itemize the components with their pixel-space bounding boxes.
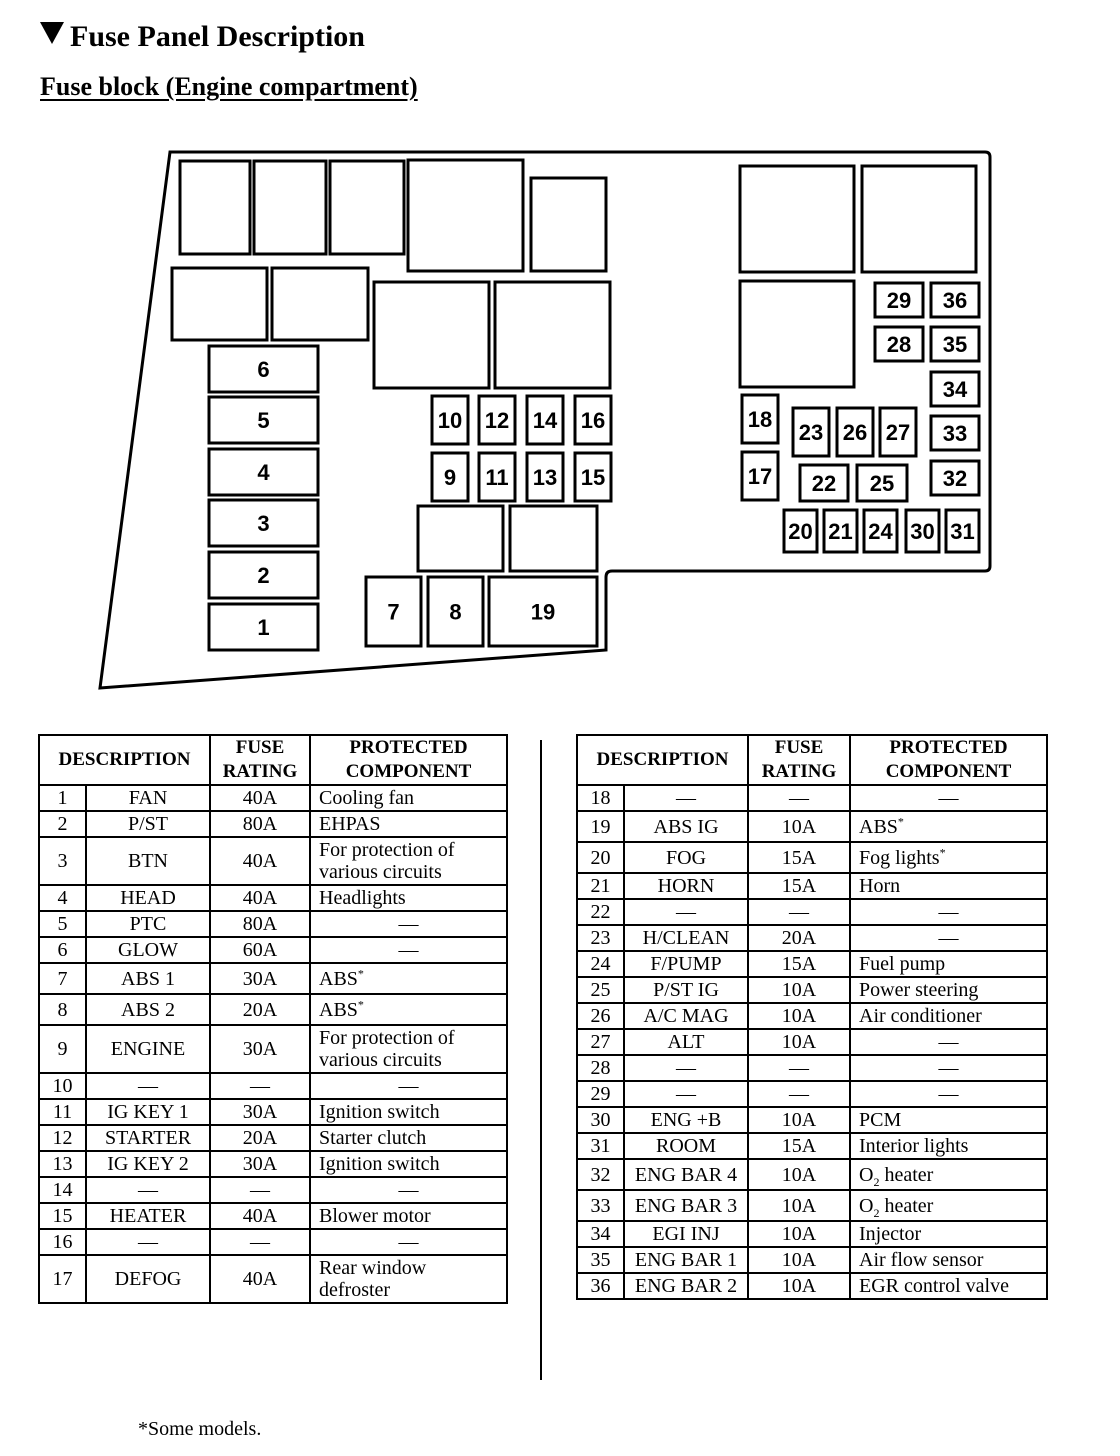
table-row (577, 1221, 1047, 1247)
protected-component: Air flow sensor (850, 1247, 1047, 1273)
table-row (577, 1081, 1047, 1107)
fuse-slot-26 (837, 408, 873, 456)
fuse-rating: 40A (210, 785, 310, 811)
protected-component: Fog lights* (850, 842, 1047, 873)
fuse-rating: 80A (210, 811, 310, 837)
fuse-number: 4 (39, 885, 86, 911)
fuse-number: 2 (39, 811, 86, 837)
table-row (577, 951, 1047, 977)
fuse-description: ENG BAR 2 (624, 1273, 748, 1299)
fuse-number: 11 (39, 1099, 86, 1125)
protected-component: Interior lights (850, 1133, 1047, 1159)
fuse-rating: 40A (210, 1203, 310, 1229)
fuse-rating: 20A (210, 1125, 310, 1151)
table-row (39, 1255, 507, 1303)
fuse-rating: 30A (210, 1099, 310, 1125)
fuse-description: PTC (86, 911, 210, 937)
protected-component: ABS* (310, 963, 507, 994)
protected-component: ABS* (850, 811, 1047, 842)
fuse-slot-label: 6 (257, 357, 270, 382)
protected-component: Horn (850, 873, 1047, 899)
fuse-number: 7 (39, 963, 86, 994)
relay-slot (531, 178, 606, 271)
fuse-description: ROOM (624, 1133, 748, 1159)
fuse-number: 34 (577, 1221, 624, 1247)
fuse-slot-label: 14 (532, 408, 558, 433)
header-description: DESCRIPTION (577, 735, 748, 785)
fuse-rating: 20A (210, 994, 310, 1025)
fuse-slot-7 (366, 577, 421, 646)
table-row (577, 977, 1047, 1003)
protected-component: For protection of various circuits (310, 837, 507, 885)
fuse-slot-6 (209, 346, 318, 392)
protected-component: Blower motor (310, 1203, 507, 1229)
fuse-slot-label: 12 (484, 408, 510, 433)
fuse-rating: — (748, 1055, 850, 1081)
fuse-description: STARTER (86, 1125, 210, 1151)
table-row (39, 1177, 507, 1203)
fuse-description: ENG +B (624, 1107, 748, 1133)
fuse-slot-32 (931, 461, 979, 495)
fuse-slot-14 (527, 396, 563, 444)
fuse-rating: 60A (210, 937, 310, 963)
protected-component: — (310, 911, 507, 937)
fuse-rating: 15A (748, 951, 850, 977)
fuse-description: IG KEY 2 (86, 1151, 210, 1177)
fuse-number: 6 (39, 937, 86, 963)
table-row (577, 1133, 1047, 1159)
table-row (39, 1025, 507, 1073)
fuse-rating: 80A (210, 911, 310, 937)
fuse-table-right (576, 734, 1048, 1300)
fuse-number: 18 (577, 785, 624, 811)
relay-slot (330, 161, 404, 254)
fuse-rating: 10A (748, 1107, 850, 1133)
fuse-description: H/CLEAN (624, 925, 748, 951)
protected-component: — (310, 1177, 507, 1203)
relay-slot (510, 506, 597, 571)
fuse-slot-label: 34 (942, 377, 968, 402)
fuse-description: — (86, 1229, 210, 1255)
fuse-number: 30 (577, 1107, 624, 1133)
fuse-slot-13 (527, 453, 563, 501)
fuse-description: ENG BAR 1 (624, 1247, 748, 1273)
protected-component: — (310, 1073, 507, 1099)
relay-slot (180, 161, 250, 254)
fuse-rating: 30A (210, 963, 310, 994)
fuse-number: 9 (39, 1025, 86, 1073)
fuse-rating: 15A (748, 873, 850, 899)
fuse-rating: — (210, 1177, 310, 1203)
table-row (39, 811, 507, 837)
fuse-slot-20 (784, 510, 817, 552)
fuse-number: 21 (577, 873, 624, 899)
table-row (577, 873, 1047, 899)
fuse-number: 32 (577, 1159, 624, 1190)
fuse-slot-21 (824, 510, 857, 552)
fuse-number: 24 (577, 951, 624, 977)
relay-slot (374, 282, 489, 388)
table-row (577, 1029, 1047, 1055)
fuse-slot-4 (209, 449, 318, 495)
fuse-number: 17 (39, 1255, 86, 1303)
protected-component: — (850, 785, 1047, 811)
relay-slot (172, 268, 267, 340)
protected-component: — (310, 1229, 507, 1255)
fuse-number: 35 (577, 1247, 624, 1273)
fuse-number: 1 (39, 785, 86, 811)
fuse-slot-label: 7 (387, 599, 400, 625)
fuse-rating: 30A (210, 1151, 310, 1177)
fuse-slot-23 (793, 408, 829, 456)
protected-component: Rear window defroster (310, 1255, 507, 1303)
fuse-description: — (86, 1073, 210, 1099)
table-row (577, 785, 1047, 811)
fuse-rating: 10A (748, 1221, 850, 1247)
fuse-description: P/ST IG (624, 977, 748, 1003)
fuse-number: 8 (39, 994, 86, 1025)
fuse-rating: 30A (210, 1025, 310, 1073)
fuse-number: 10 (39, 1073, 86, 1099)
fuse-slot-label: 31 (950, 519, 975, 544)
fuse-slot-label: 1 (257, 615, 270, 640)
fuse-table-left (38, 734, 508, 1304)
section-subtitle: Fuse block (Engine compartment) (40, 72, 418, 101)
fuse-number: 15 (39, 1203, 86, 1229)
fuse-description: ALT (624, 1029, 748, 1055)
fuse-rating: 15A (748, 842, 850, 873)
table-row (39, 785, 507, 811)
fuse-slot-label: 35 (942, 332, 968, 357)
fuse-slot-label: 17 (747, 464, 773, 489)
fuse-description: FAN (86, 785, 210, 811)
protected-component: Power steering (850, 977, 1047, 1003)
fuse-slot-25 (857, 465, 907, 501)
protected-component: — (850, 1081, 1047, 1107)
fuse-rating: 10A (748, 1029, 850, 1055)
fuse-description: GLOW (86, 937, 210, 963)
fuse-slot-label: 26 (842, 420, 868, 445)
fuse-slot-label: 24 (868, 519, 893, 544)
protected-component: ABS* (310, 994, 507, 1025)
fuse-rating: 10A (748, 1273, 850, 1299)
header-protected-component: PROTECTED COMPONENT (310, 735, 507, 785)
fuse-slot-35 (931, 327, 979, 361)
fuse-slot-5 (209, 397, 318, 443)
fuse-slot-label: 10 (437, 408, 463, 433)
fuse-slot-label: 13 (532, 465, 558, 490)
table-row (39, 911, 507, 937)
fuse-number: 33 (577, 1190, 624, 1221)
fuse-description: ENG BAR 4 (624, 1159, 748, 1190)
protected-component: Fuel pump (850, 951, 1047, 977)
fuse-slot-29 (875, 283, 923, 317)
fuse-rating: 40A (210, 1255, 310, 1303)
fuse-slot-9 (432, 453, 468, 501)
table-row (577, 1273, 1047, 1299)
table-row (39, 994, 507, 1025)
fuse-description: — (86, 1177, 210, 1203)
fuse-rating: 40A (210, 837, 310, 885)
protected-component: Ignition switch (310, 1099, 507, 1125)
fuse-slot-label: 20 (788, 519, 813, 544)
table-row (39, 1073, 507, 1099)
fuse-slot-1 (209, 604, 318, 650)
fuse-rating: 10A (748, 1159, 850, 1190)
protected-component: — (850, 899, 1047, 925)
fuse-number: 22 (577, 899, 624, 925)
header-fuse-rating: FUSE RATING (748, 735, 850, 785)
protected-component: PCM (850, 1107, 1047, 1133)
fuse-slot-3 (209, 500, 318, 546)
fuse-description: IG KEY 1 (86, 1099, 210, 1125)
fuse-slot-label: 8 (449, 599, 462, 625)
protected-component: Ignition switch (310, 1151, 507, 1177)
fuse-number: 16 (39, 1229, 86, 1255)
fuse-number: 3 (39, 837, 86, 885)
fuse-rating: 10A (748, 1003, 850, 1029)
table-row (577, 1159, 1047, 1190)
fuse-rating: 20A (748, 925, 850, 951)
fuse-slot-28 (875, 327, 923, 361)
protected-component: $O_2$ heater (850, 1159, 1047, 1190)
table-row (39, 1203, 507, 1229)
fuse-block-diagram (0, 0, 1120, 700)
fuse-number: 31 (577, 1133, 624, 1159)
table-row (39, 963, 507, 994)
header-fuse-rating: FUSE RATING (210, 735, 310, 785)
fuse-slot-27 (880, 408, 916, 456)
protected-component: Cooling fan (310, 785, 507, 811)
fuse-slot-label: 28 (886, 332, 912, 357)
relay-slot (862, 166, 976, 272)
protected-component: Air conditioner (850, 1003, 1047, 1029)
fuse-slot-label: 30 (910, 519, 935, 544)
header-description: DESCRIPTION (39, 735, 210, 785)
fuse-slot-label: 29 (886, 288, 912, 313)
fuse-number: 19 (577, 811, 624, 842)
fuse-description: BTN (86, 837, 210, 885)
fuse-slot-8 (428, 577, 483, 646)
fuse-description: HORN (624, 873, 748, 899)
fuse-description: — (624, 1081, 748, 1107)
fuse-slot-label: 5 (257, 408, 270, 433)
fuse-description: ENGINE (86, 1025, 210, 1073)
fuse-number: 36 (577, 1273, 624, 1299)
fuse-description: A/C MAG (624, 1003, 748, 1029)
table-row (577, 1107, 1047, 1133)
fuse-description: ENG BAR 3 (624, 1190, 748, 1221)
protected-component: Starter clutch (310, 1125, 507, 1151)
fuse-slot-34 (931, 372, 979, 406)
fuse-slot-11 (479, 453, 515, 501)
fuse-number: 23 (577, 925, 624, 951)
protected-component: EGR control valve (850, 1273, 1047, 1299)
protected-component: — (850, 925, 1047, 951)
fuse-slot-10 (432, 396, 468, 444)
relay-slot (495, 282, 610, 388)
table-row (577, 1055, 1047, 1081)
fuse-number: 27 (577, 1029, 624, 1055)
fuse-description: HEAD (86, 885, 210, 911)
relay-slot (408, 160, 523, 271)
fuse-slot-label: 21 (828, 519, 853, 544)
fuse-slot-12 (479, 396, 515, 444)
protected-component: — (310, 937, 507, 963)
fuse-slot-label: 23 (798, 420, 824, 445)
protected-component: — (850, 1029, 1047, 1055)
fuse-slot-label: 18 (747, 407, 773, 432)
fuse-slot-label: 9 (443, 465, 457, 490)
fuse-slot-22 (800, 465, 848, 501)
table-row (39, 1229, 507, 1255)
fuse-slot-label: 15 (580, 465, 606, 490)
protected-component: $O_2$ heater (850, 1190, 1047, 1221)
fuse-slot-label: 36 (942, 288, 968, 313)
fuse-number: 14 (39, 1177, 86, 1203)
table-row (39, 1151, 507, 1177)
fuse-slot-label: 27 (885, 420, 911, 445)
table-row (577, 1003, 1047, 1029)
table-row (39, 937, 507, 963)
fuse-number: 5 (39, 911, 86, 937)
fuse-rating: — (748, 1081, 850, 1107)
fuse-description: HEATER (86, 1203, 210, 1229)
table-row (39, 885, 507, 911)
fuse-slot-label: 32 (942, 466, 968, 491)
fuse-slot-15 (575, 453, 611, 501)
fuse-slot-18 (742, 395, 778, 443)
fuse-slot-label: 3 (257, 511, 270, 536)
fuse-slot-label: 22 (811, 471, 837, 496)
fuse-slot-16 (575, 396, 611, 444)
table-row (577, 842, 1047, 873)
column-divider (540, 740, 542, 1380)
header-protected-component: PROTECTED COMPONENT (850, 735, 1047, 785)
table-row (577, 925, 1047, 951)
fuse-slot-label: 33 (942, 421, 968, 446)
fuse-description: ABS 1 (86, 963, 210, 994)
table-row (39, 837, 507, 885)
fuse-slot-17 (742, 452, 778, 500)
footnote: *Some models. (138, 1418, 262, 1440)
protected-component: For protection of various circuits (310, 1025, 507, 1073)
fuse-rating: 10A (748, 811, 850, 842)
table-row (577, 811, 1047, 842)
fuse-slot-31 (946, 510, 979, 552)
fuse-description: P/ST (86, 811, 210, 837)
fuse-slot-label: 11 (485, 465, 509, 490)
table-row (577, 1190, 1047, 1221)
fuse-number: 29 (577, 1081, 624, 1107)
fuse-slot-2 (209, 552, 318, 598)
fuse-number: 20 (577, 842, 624, 873)
fuse-description: FOG (624, 842, 748, 873)
table-row (577, 1247, 1047, 1273)
fuse-slot-33 (931, 416, 979, 450)
fuse-rating: — (748, 785, 850, 811)
fuse-description: F/PUMP (624, 951, 748, 977)
fuse-slot-36 (931, 283, 979, 317)
fuse-number: 25 (577, 977, 624, 1003)
protected-component: EHPAS (310, 811, 507, 837)
fuse-slot-24 (864, 510, 897, 552)
protected-component: Headlights (310, 885, 507, 911)
fuse-description: ABS IG (624, 811, 748, 842)
protected-component: — (850, 1055, 1047, 1081)
fuse-description: — (624, 785, 748, 811)
fuse-rating: — (748, 899, 850, 925)
fuse-description: — (624, 899, 748, 925)
relay-slot (272, 268, 368, 340)
relay-slot (740, 281, 854, 387)
fuse-number: 28 (577, 1055, 624, 1081)
fuse-slot-30 (906, 510, 939, 552)
fuse-description: EGI INJ (624, 1221, 748, 1247)
relay-slot (740, 166, 854, 272)
fuse-number: 12 (39, 1125, 86, 1151)
table-row (577, 899, 1047, 925)
page-title: Fuse Panel Description (40, 18, 365, 56)
fuse-rating: 10A (748, 1190, 850, 1221)
relay-slot (254, 161, 326, 254)
fuse-slot-label: 16 (580, 408, 606, 433)
fuse-rating: — (210, 1229, 310, 1255)
fuse-number: 13 (39, 1151, 86, 1177)
fuse-rating: 10A (748, 977, 850, 1003)
fuse-description: DEFOG (86, 1255, 210, 1303)
fuse-description: ABS 2 (86, 994, 210, 1025)
fuse-slot-19 (489, 577, 597, 646)
fuse-slot-label: 19 (530, 599, 556, 625)
protected-component: Injector (850, 1221, 1047, 1247)
fuse-rating: 10A (748, 1247, 850, 1273)
fuse-rating: — (210, 1073, 310, 1099)
fuse-slot-label: 4 (257, 460, 270, 485)
fuse-slot-label: 25 (869, 471, 895, 496)
fuse-description: — (624, 1055, 748, 1081)
fuse-number: 26 (577, 1003, 624, 1029)
table-row (39, 1125, 507, 1151)
fuse-slot-label: 2 (257, 563, 270, 588)
fuse-rating: 15A (748, 1133, 850, 1159)
fuse-rating: 40A (210, 885, 310, 911)
table-row (39, 1099, 507, 1125)
relay-slot (418, 506, 503, 571)
